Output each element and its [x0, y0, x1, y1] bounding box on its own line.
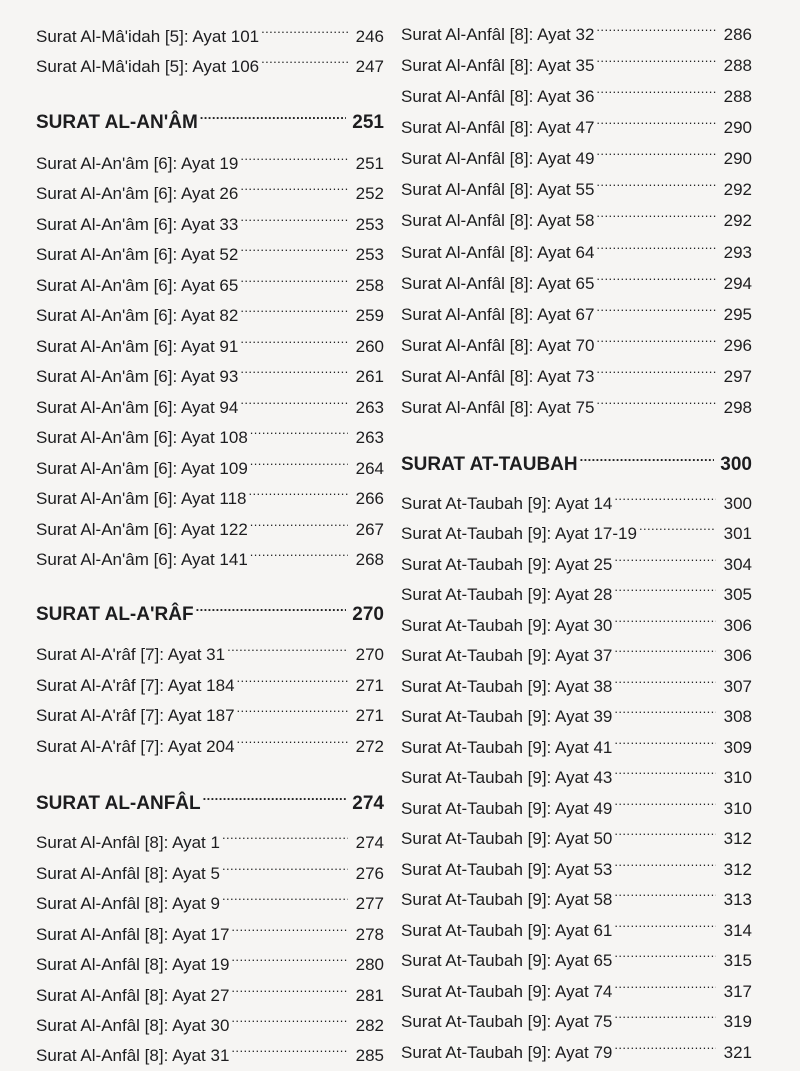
- entry-label: Surat At-Taubah [9]: Ayat 50: [401, 829, 613, 848]
- page-number: 271: [355, 706, 384, 725]
- entry-label: Surat Al-Anfâl [8]: Ayat 31: [36, 1046, 230, 1065]
- dot-leader: [596, 236, 716, 258]
- page-number: 278: [355, 925, 384, 944]
- toc-entry: [36, 147, 384, 175]
- toc-entry: [401, 298, 752, 326]
- page-number: 321: [723, 1043, 752, 1062]
- toc-entry: [401, 80, 752, 108]
- page-number: 308: [723, 707, 752, 726]
- page-number: 263: [355, 428, 384, 447]
- page-number: 258: [355, 276, 384, 295]
- toc-entry: [401, 578, 752, 606]
- page-number: 312: [723, 829, 752, 848]
- dot-leader: [240, 269, 348, 291]
- dot-leader: [614, 700, 716, 722]
- page-number: 294: [723, 274, 752, 293]
- page-number: 267: [355, 520, 384, 539]
- dot-leader: [222, 887, 348, 909]
- page-number: 290: [723, 118, 752, 137]
- entry-label: Surat Al-Anfâl [8]: Ayat 30: [36, 1016, 230, 1035]
- page-number: 276: [355, 864, 384, 883]
- toc-entry: [36, 208, 384, 236]
- entry-label: Surat Al-An'âm [6]: Ayat 93: [36, 367, 239, 386]
- toc-section-heading: [401, 448, 752, 476]
- dot-leader: [614, 1036, 716, 1058]
- dot-leader: [231, 918, 348, 940]
- page-number: 270: [352, 604, 384, 625]
- toc-entry: [401, 883, 752, 911]
- page-number: 300: [723, 494, 752, 513]
- entry-label: Surat Al-Anfâl [8]: Ayat 47: [401, 118, 595, 137]
- page-number: 296: [723, 336, 752, 355]
- dot-leader: [231, 948, 348, 970]
- entry-label: Surat At-Taubah [9]: Ayat 79: [401, 1043, 613, 1062]
- dot-leader: [222, 857, 348, 879]
- entry-label: Surat Al-Mâ'idah [5]: Ayat 101: [36, 27, 260, 46]
- entry-label: Surat Al-Mâ'idah [5]: Ayat 106: [36, 57, 260, 76]
- entry-label: Surat At-Taubah [9]: Ayat 37: [401, 646, 613, 665]
- entry-label: Surat At-Taubah [9]: Ayat 30: [401, 616, 613, 635]
- entry-label: Surat Al-Anfâl [8]: Ayat 19: [36, 955, 230, 974]
- dot-leader: [614, 853, 716, 875]
- dot-leader: [227, 638, 348, 660]
- entry-label: Surat Al-A'râf [7]: Ayat 204: [36, 737, 235, 756]
- dot-leader: [200, 106, 347, 128]
- dot-leader: [614, 670, 716, 692]
- dot-leader: [614, 487, 716, 509]
- toc-entry: [401, 517, 752, 545]
- page-number: 309: [723, 738, 752, 757]
- entry-label: Surat Al-An'âm [6]: Ayat 118: [36, 489, 247, 508]
- entry-label: Surat At-Taubah [9]: Ayat 65: [401, 951, 613, 970]
- page-number: 312: [723, 860, 752, 879]
- entry-label: Surat At-Taubah [9]: Ayat 25: [401, 555, 613, 574]
- page-number: 270: [355, 645, 384, 664]
- entry-label: Surat At-Taubah [9]: Ayat 39: [401, 707, 613, 726]
- entry-label: Surat Al-Anfâl [8]: Ayat 70: [401, 336, 595, 355]
- toc-section-heading: [36, 598, 384, 626]
- page-number: 297: [723, 367, 752, 386]
- toc-entry: [36, 857, 384, 885]
- entry-label: Surat Al-An'âm [6]: Ayat 19: [36, 154, 239, 173]
- entry-label: Surat Al-Anfâl [8]: Ayat 55: [401, 180, 595, 199]
- page-number: 268: [355, 550, 384, 569]
- page-number: 285: [355, 1046, 384, 1065]
- entry-label: Surat Al-Anfâl [8]: Ayat 27: [36, 986, 230, 1005]
- dot-leader: [614, 548, 716, 570]
- dot-leader: [222, 826, 348, 848]
- entry-label: Surat Al-An'âm [6]: Ayat 52: [36, 245, 239, 264]
- toc-entry: [401, 731, 752, 759]
- dot-leader: [614, 1005, 716, 1027]
- toc-entry: [401, 111, 752, 139]
- entry-label: Surat At-Taubah [9]: Ayat 17-19: [401, 524, 637, 543]
- page-number: 282: [355, 1016, 384, 1035]
- section-title: SURAT AT-TAUBAH: [401, 454, 578, 475]
- page-number: 313: [723, 890, 752, 909]
- page-number: 301: [723, 524, 752, 543]
- page-number: 280: [355, 955, 384, 974]
- page-number: 310: [723, 768, 752, 787]
- toc-entry: [401, 236, 752, 264]
- dot-leader: [596, 329, 716, 351]
- dot-leader: [240, 147, 348, 169]
- dot-leader: [250, 543, 348, 565]
- entry-label: Surat Al-Anfâl [8]: Ayat 49: [401, 149, 595, 168]
- dot-leader: [237, 730, 348, 752]
- dot-leader: [614, 822, 716, 844]
- dot-leader: [231, 1009, 348, 1031]
- toc-section-heading: [36, 787, 384, 815]
- toc-entry: [36, 887, 384, 915]
- section-title: SURAT AL-AN'ÂM: [36, 112, 198, 133]
- page-number: 293: [723, 243, 752, 262]
- toc-entry: [401, 204, 752, 232]
- page-number: 274: [352, 793, 384, 814]
- entry-label: Surat Al-An'âm [6]: Ayat 26: [36, 184, 239, 203]
- dot-leader: [614, 944, 716, 966]
- entry-label: Surat Al-Anfâl [8]: Ayat 9: [36, 894, 220, 913]
- dot-leader: [580, 448, 715, 470]
- page-number: 251: [355, 154, 384, 173]
- entry-label: Surat Al-Anfâl [8]: Ayat 36: [401, 87, 595, 106]
- page-number: 252: [355, 184, 384, 203]
- dot-leader: [231, 979, 348, 1001]
- dot-leader: [240, 208, 348, 230]
- entry-label: Surat At-Taubah [9]: Ayat 53: [401, 860, 613, 879]
- toc-entry: [401, 639, 752, 667]
- toc-entry: [401, 18, 752, 46]
- dot-leader: [231, 1039, 348, 1061]
- dot-leader: [614, 792, 716, 814]
- toc-entry: [401, 975, 752, 1003]
- page-number: 263: [355, 398, 384, 417]
- dot-leader: [250, 452, 348, 474]
- toc-entry: [36, 730, 384, 758]
- dot-leader: [240, 238, 348, 260]
- page-number: 271: [355, 676, 384, 695]
- toc-entry: [401, 329, 752, 357]
- dot-leader: [196, 598, 347, 620]
- entry-label: Surat Al-Anfâl [8]: Ayat 5: [36, 864, 220, 883]
- toc-entry: [401, 609, 752, 637]
- dot-leader: [261, 20, 348, 42]
- dot-leader: [203, 787, 347, 809]
- entry-label: Surat Al-A'râf [7]: Ayat 187: [36, 706, 235, 725]
- dot-leader: [240, 360, 348, 382]
- section-title: SURAT AL-ANFÂL: [36, 793, 201, 814]
- dot-leader: [596, 360, 716, 382]
- entry-label: Surat At-Taubah [9]: Ayat 75: [401, 1012, 613, 1031]
- toc-entry: [36, 269, 384, 297]
- page-number: 295: [723, 305, 752, 324]
- toc-entry: [36, 20, 384, 48]
- dot-leader: [614, 578, 716, 600]
- dot-leader: [596, 80, 716, 102]
- toc-entry: [36, 826, 384, 854]
- toc-entry: [36, 421, 384, 449]
- entry-label: Surat Al-An'âm [6]: Ayat 33: [36, 215, 239, 234]
- toc-entry: [401, 267, 752, 295]
- entry-label: Surat Al-An'âm [6]: Ayat 141: [36, 550, 248, 569]
- page-number: 288: [723, 87, 752, 106]
- toc-entry: [401, 944, 752, 972]
- page-number: 306: [723, 646, 752, 665]
- toc-entry: [36, 238, 384, 266]
- toc-entry: [401, 360, 752, 388]
- page-number: 317: [723, 982, 752, 1001]
- dot-leader: [596, 18, 716, 40]
- dot-leader: [596, 298, 716, 320]
- dot-leader: [614, 761, 716, 783]
- entry-label: Surat Al-An'âm [6]: Ayat 82: [36, 306, 239, 325]
- toc-entry: [401, 548, 752, 576]
- entry-label: Surat At-Taubah [9]: Ayat 28: [401, 585, 613, 604]
- dot-leader: [614, 975, 716, 997]
- toc-entry: [36, 638, 384, 666]
- page-number: 314: [723, 921, 752, 940]
- dot-leader: [596, 267, 716, 289]
- entry-label: Surat Al-Anfâl [8]: Ayat 58: [401, 211, 595, 230]
- toc-entry: [401, 142, 752, 170]
- toc-entry: [36, 1009, 384, 1037]
- page-number: 290: [723, 149, 752, 168]
- dot-leader: [261, 50, 348, 72]
- entry-label: Surat At-Taubah [9]: Ayat 58: [401, 890, 613, 909]
- entry-label: Surat Al-Anfâl [8]: Ayat 35: [401, 56, 595, 75]
- dot-leader: [614, 914, 716, 936]
- toc-entry: [36, 330, 384, 358]
- page-number: 288: [723, 56, 752, 75]
- page-number: 261: [355, 367, 384, 386]
- entry-label: Surat Al-Anfâl [8]: Ayat 64: [401, 243, 595, 262]
- page-number: 277: [355, 894, 384, 913]
- dot-leader: [240, 330, 348, 352]
- page-number: 274: [355, 833, 384, 852]
- section-title: SURAT AL-A'RÂF: [36, 604, 194, 625]
- page-number: 272: [355, 737, 384, 756]
- toc-entry: [401, 391, 752, 419]
- entry-label: Surat Al-An'âm [6]: Ayat 122: [36, 520, 248, 539]
- toc-entry: [36, 482, 384, 510]
- entry-label: Surat At-Taubah [9]: Ayat 38: [401, 677, 613, 696]
- page-number: 298: [723, 398, 752, 417]
- toc-entry: [401, 761, 752, 789]
- page-number: 315: [723, 951, 752, 970]
- page-number: 266: [355, 489, 384, 508]
- toc-entry: [36, 177, 384, 205]
- entry-label: Surat Al-Anfâl [8]: Ayat 73: [401, 367, 595, 386]
- entry-label: Surat At-Taubah [9]: Ayat 61: [401, 921, 613, 940]
- dot-leader: [240, 391, 348, 413]
- dot-leader: [237, 699, 348, 721]
- toc-entry: [36, 918, 384, 946]
- dot-leader: [237, 669, 348, 691]
- page-number: 264: [355, 459, 384, 478]
- entry-label: Surat Al-Anfâl [8]: Ayat 67: [401, 305, 595, 324]
- page-number: 247: [355, 57, 384, 76]
- dot-leader: [614, 731, 716, 753]
- page-number: 300: [720, 454, 752, 475]
- page-number: 246: [355, 27, 384, 46]
- toc-entry: [401, 487, 752, 515]
- entry-label: Surat Al-Anfâl [8]: Ayat 1: [36, 833, 220, 852]
- entry-label: Surat Al-An'âm [6]: Ayat 65: [36, 276, 239, 295]
- toc-entry: [36, 1039, 384, 1067]
- toc-entry: [36, 452, 384, 480]
- toc-entry: [36, 948, 384, 976]
- toc-entry: [36, 391, 384, 419]
- dot-leader: [240, 177, 348, 199]
- toc-entry: [401, 700, 752, 728]
- page-number: 251: [352, 112, 384, 133]
- dot-leader: [596, 111, 716, 133]
- entry-label: Surat Al-An'âm [6]: Ayat 108: [36, 428, 248, 447]
- toc-entry: [401, 914, 752, 942]
- dot-leader: [614, 883, 716, 905]
- toc-entry: [36, 699, 384, 727]
- toc-entry: [36, 299, 384, 327]
- toc-entry: [401, 173, 752, 201]
- dot-leader: [250, 513, 348, 535]
- entry-label: Surat Al-Anfâl [8]: Ayat 75: [401, 398, 595, 417]
- dot-leader: [240, 299, 348, 321]
- dot-leader: [596, 391, 716, 413]
- toc-entry: [401, 853, 752, 881]
- toc-entry: [36, 513, 384, 541]
- toc-entry: [36, 669, 384, 697]
- dot-leader: [614, 639, 716, 661]
- page-number: 281: [355, 986, 384, 1005]
- toc-entry: [36, 979, 384, 1007]
- page-number: 253: [355, 215, 384, 234]
- page-number: 319: [723, 1012, 752, 1031]
- toc-entry: [401, 1005, 752, 1033]
- entry-label: Surat At-Taubah [9]: Ayat 74: [401, 982, 613, 1001]
- page-number: 292: [723, 180, 752, 199]
- page-number: 292: [723, 211, 752, 230]
- page-number: 260: [355, 337, 384, 356]
- dot-leader: [596, 204, 716, 226]
- entry-label: Surat At-Taubah [9]: Ayat 41: [401, 738, 613, 757]
- page-number: 286: [723, 25, 752, 44]
- entry-label: Surat Al-An'âm [6]: Ayat 109: [36, 459, 248, 478]
- toc-entry: [36, 360, 384, 388]
- page-number: 310: [723, 799, 752, 818]
- page-number: 305: [723, 585, 752, 604]
- dot-leader: [639, 517, 716, 539]
- dot-leader: [596, 142, 716, 164]
- toc-entry: [401, 49, 752, 77]
- toc-entry: [401, 822, 752, 850]
- toc-entry: [401, 1036, 752, 1064]
- page-number: 306: [723, 616, 752, 635]
- toc-entry: [401, 670, 752, 698]
- dot-leader: [614, 609, 716, 631]
- dot-leader: [596, 173, 716, 195]
- entry-label: Surat At-Taubah [9]: Ayat 14: [401, 494, 613, 513]
- toc-entry: [401, 792, 752, 820]
- toc-entry: [36, 543, 384, 571]
- entry-label: Surat Al-An'âm [6]: Ayat 91: [36, 337, 239, 356]
- entry-label: Surat Al-Anfâl [8]: Ayat 17: [36, 925, 230, 944]
- toc-entry: [36, 50, 384, 78]
- page-number: 253: [355, 245, 384, 264]
- dot-leader: [250, 421, 348, 443]
- page-number: 259: [355, 306, 384, 325]
- entry-label: Surat Al-Anfâl [8]: Ayat 65: [401, 274, 595, 293]
- entry-label: Surat Al-Anfâl [8]: Ayat 32: [401, 25, 595, 44]
- entry-label: Surat Al-An'âm [6]: Ayat 94: [36, 398, 239, 417]
- entry-label: Surat Al-A'râf [7]: Ayat 31: [36, 645, 226, 664]
- entry-label: Surat Al-A'râf [7]: Ayat 184: [36, 676, 235, 695]
- entry-label: Surat At-Taubah [9]: Ayat 49: [401, 799, 613, 818]
- dot-leader: [249, 482, 348, 504]
- entry-label: Surat At-Taubah [9]: Ayat 43: [401, 768, 613, 787]
- page-number: 307: [723, 677, 752, 696]
- toc-section-heading: [36, 106, 384, 134]
- page-number: 304: [723, 555, 752, 574]
- dot-leader: [596, 49, 716, 71]
